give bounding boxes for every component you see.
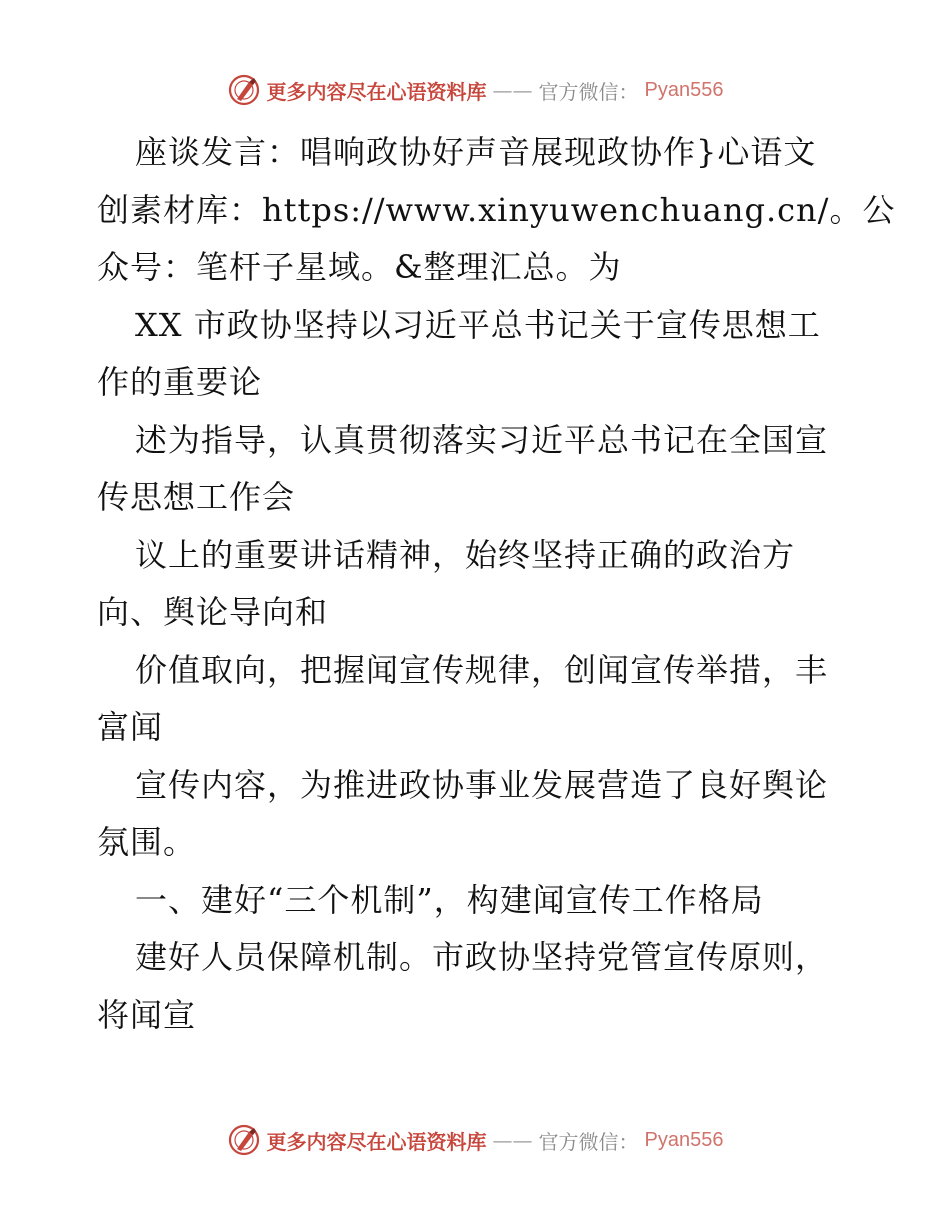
body-line: 向、舆论导向和 bbox=[97, 593, 329, 631]
body-line: 述为指导，认真贯彻落实习近平总书记在全国宣 bbox=[135, 420, 829, 459]
section-heading: 一、建好“三个机制”，构建闻宣传工作格局 bbox=[135, 880, 764, 919]
banner-wechat-label: 官方微信： bbox=[538, 1129, 639, 1154]
header-banner bbox=[0, 70, 950, 110]
banner-separator: —— bbox=[492, 1128, 533, 1152]
body-line: 宣传内容，为推进政协事业发展营造了良好舆论 bbox=[135, 765, 829, 804]
body-line: XX 市政协坚持以习近平总书记关于宣传思想工 bbox=[135, 305, 821, 344]
body-line: 将闻宣 bbox=[97, 995, 197, 1034]
body-line: 创素材库：https://www.xinyuwenchuang.cn/。公 bbox=[97, 190, 896, 229]
pen-nib-seal-icon bbox=[227, 1123, 261, 1157]
banner-brand-text: 更多内容尽在心语资料库 bbox=[266, 1129, 487, 1154]
body-line: 座谈发言：唱响政协好声音展现政协作}心语文 bbox=[135, 133, 817, 171]
banner-wechat-handle: Pyan556 bbox=[644, 78, 724, 101]
body-line: 建好人员保障机制。市政协坚持党管宣传原则， bbox=[135, 938, 829, 976]
banner-wechat-label: 官方微信： bbox=[538, 79, 639, 104]
body-line: 议上的重要讲话精神，始终坚持正确的政治方 bbox=[135, 535, 796, 574]
body-line: 众号：笔杆子星域。&整理汇总。为 bbox=[97, 248, 622, 286]
body-line: 作的重要论 bbox=[97, 363, 263, 401]
body-line: 富闻 bbox=[97, 708, 164, 746]
pen-nib-seal-icon bbox=[227, 73, 261, 107]
body-line: 传思想工作会 bbox=[97, 478, 296, 516]
banner-brand-text: 更多内容尽在心语资料库 bbox=[266, 79, 487, 104]
body-line: 价值取向，把握闻宣传规律，创闻宣传举措，丰 bbox=[135, 650, 829, 689]
body-line: 氛围。 bbox=[97, 823, 197, 861]
banner-separator: —— bbox=[492, 78, 533, 102]
document-body bbox=[97, 124, 896, 1044]
footer-banner bbox=[0, 1120, 950, 1160]
banner-wechat-handle: Pyan556 bbox=[644, 1128, 724, 1151]
